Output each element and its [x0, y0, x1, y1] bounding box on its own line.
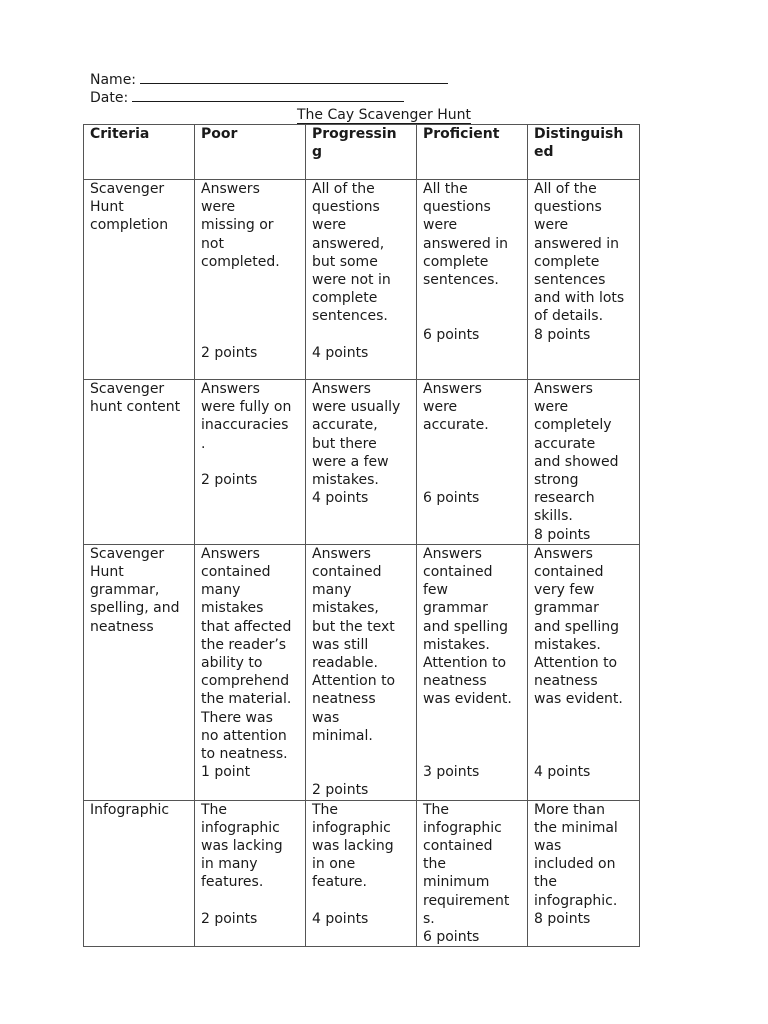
- row-cell-proficient: The infographic contained the minimum requirement s. 6 points: [417, 800, 528, 947]
- table-row: [84, 380, 640, 545]
- table-row: [84, 180, 640, 380]
- row-cell-progressing: All of the questions were answered, but some were not in complete sentences. 4 points: [306, 180, 417, 380]
- row-cell-poor: Answers were missing or not completed. 2 points: [195, 180, 306, 380]
- header-progressing: Progressin g: [306, 125, 417, 180]
- table-row: [84, 544, 640, 800]
- row-cell-distinguished: More than the minimal was included on the infographic. 8 points: [528, 800, 640, 947]
- row-criteria: Scavenger Hunt grammar, spelling, and neatness: [84, 544, 195, 800]
- row-cell-progressing: Answers were usually accurate, but there were a few mistakes. 4 points: [306, 380, 417, 545]
- row-cell-distinguished: Answers contained very few grammar and spelling mistakes. Attention to neatness was evident. 4 points: [528, 544, 640, 800]
- name-label: Name:: [90, 72, 137, 88]
- rubric-table: [83, 124, 640, 947]
- name-field: [90, 70, 448, 89]
- row-cell-proficient: Answers were accurate. 6 points: [417, 380, 528, 545]
- row-cell-progressing: Answers contained many mistakes, but the text was still readable. Attention to neatness was minimal. 2 points: [306, 544, 417, 800]
- table-row: [84, 800, 640, 947]
- row-cell-proficient: Answers contained few grammar and spelling mistakes. Attention to neatness was evident. 3 points: [417, 544, 528, 800]
- row-cell-distinguished: All of the questions were answered in complete sentences and with lots of details. 8 points: [528, 180, 640, 380]
- table-header-row: [84, 125, 640, 180]
- date-blank-line[interactable]: [132, 88, 404, 102]
- header-criteria: Criteria: [84, 125, 195, 180]
- row-cell-proficient: All the questions were answered in complete sentences. 6 points: [417, 180, 528, 380]
- date-field: [90, 88, 404, 107]
- row-criteria: Scavenger Hunt completion: [84, 180, 195, 380]
- date-label: Date:: [90, 90, 129, 106]
- row-cell-poor: Answers were fully on inaccuracies . 2 points: [195, 380, 306, 545]
- header-distinguished: Distinguish ed: [528, 125, 640, 180]
- row-cell-poor: Answers contained many mistakes that affected the reader’s ability to comprehend the material. There was no attention to neatness. 1 point: [195, 544, 306, 800]
- page-title: [0, 106, 768, 124]
- row-cell-poor: The infographic was lacking in many features. 2 points: [195, 800, 306, 947]
- name-blank-line[interactable]: [140, 70, 448, 84]
- header-proficient: Proficient: [417, 125, 528, 180]
- header-poor: Poor: [195, 125, 306, 180]
- row-criteria: Scavenger hunt content: [84, 380, 195, 545]
- row-criteria: Infographic: [84, 800, 195, 947]
- page-title-text: The Cay Scavenger Hunt: [297, 107, 471, 123]
- row-cell-distinguished: Answers were completely accurate and showed strong research skills. 8 points: [528, 380, 640, 545]
- row-cell-progressing: The infographic was lacking in one feature. 4 points: [306, 800, 417, 947]
